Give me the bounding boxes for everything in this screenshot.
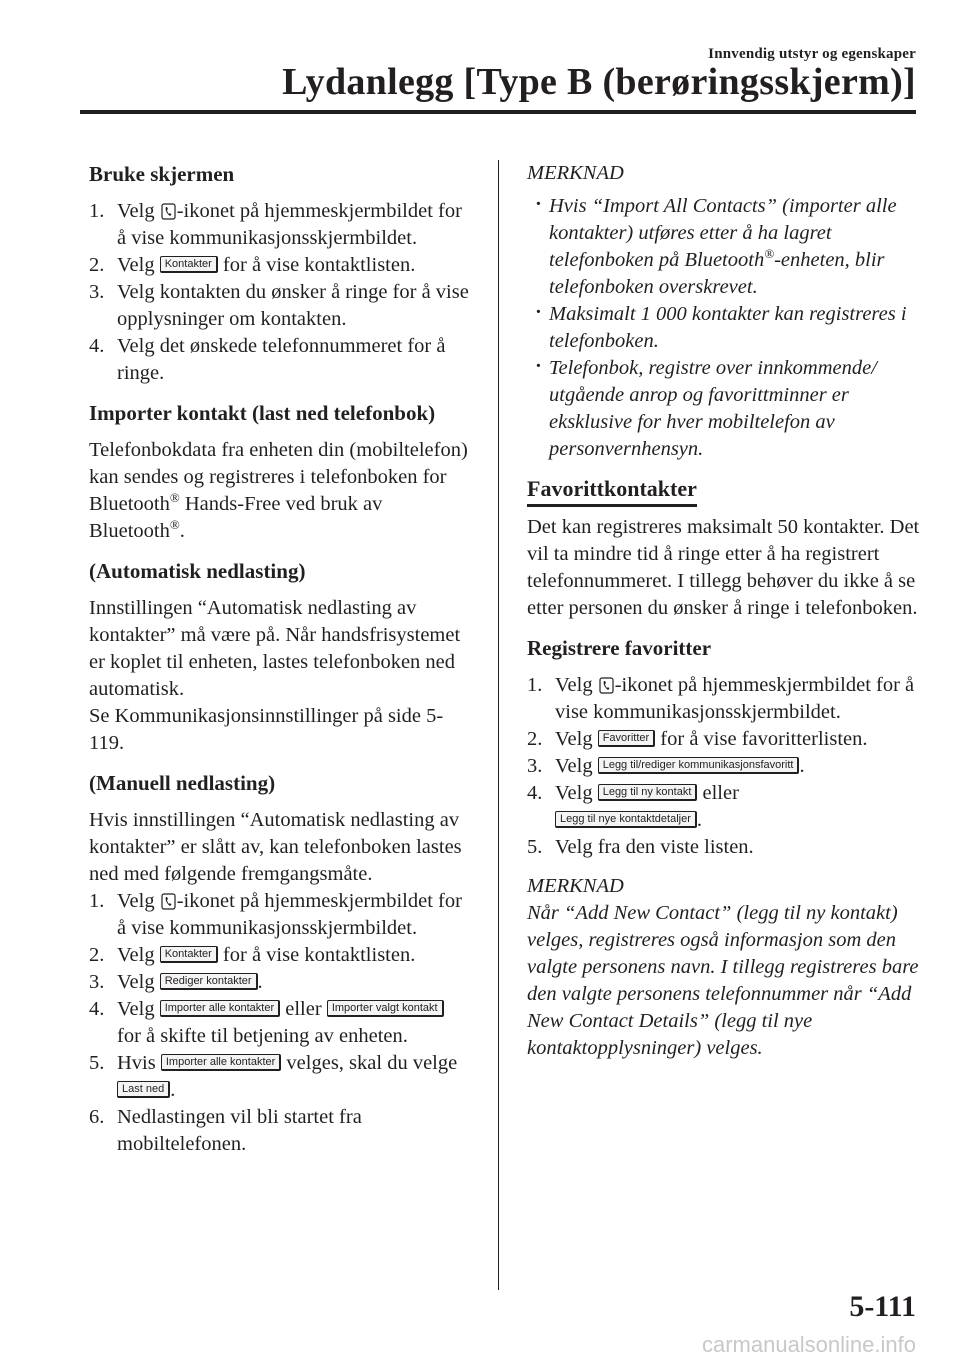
legg-til-rediger-favoritt-button[interactable]: Legg til/rediger kommunikasjonsfavoritt [598,757,800,774]
step-list-manuell [89,888,469,1158]
paragraph-manuell: Hvis innstillingen “Automatisk nedlasting av kontakter” er slått av, kan telefonboken lastes ned med følgende fremgangsmåte. [89,809,462,885]
step-number: 5. [89,1052,105,1074]
step-text: Velg [117,944,160,966]
step-number: 2. [89,944,105,966]
list-item [527,834,922,861]
section-title-automatisk: (Automatisk nedlasting) [89,559,306,583]
phone-icon [599,677,614,694]
step-number: 2. [527,728,543,750]
list-item [89,996,469,1050]
note-text: Maksimalt 1 000 kontakter kan registreres i telefonboken. [549,303,907,352]
step-text: . [170,1079,176,1101]
list-item [89,969,469,996]
favoritter-button[interactable]: Favoritter [598,730,655,747]
list-item [89,252,469,279]
step-number: 4. [89,335,105,357]
column-divider [498,160,499,1290]
note-item [527,355,922,463]
step-text: . [257,971,263,993]
step-text: . [696,809,702,831]
registered-mark: ® [169,517,180,533]
note-text: -enheten, blir telefonboken overskrevet. [549,249,885,298]
step-text: Velg [117,200,160,222]
watermark-text: carmanualsonline.info [701,1332,916,1357]
step-text: for å skifte til betjening av enheten. [117,1025,408,1047]
importer-alle-kontakter-button[interactable]: Importer alle kontakter [161,1054,281,1071]
legg-til-nye-kontaktdetaljer-button[interactable]: Legg til nye kontaktdetaljer [555,811,697,828]
list-item [89,279,469,333]
paragraph-importer [89,437,469,545]
step-text: Velg [555,674,598,696]
step-number: 6. [89,1106,105,1128]
step-text: for å vise kontaktlisten. [217,944,416,966]
step-list-bruke-skjermen [89,198,469,387]
section-title-favorittkontakter [527,475,922,502]
note-title: MERKNAD [527,162,624,184]
step-text: eller [280,998,327,1020]
section-title-registrere-favoritter: Registrere favoritter [527,636,712,660]
list-item [89,1050,469,1104]
note-text: Telefonbok, registre over innkommende/ utgående anrop og favorittminner er eksklusive for hver mobiltelefon av personvernhensyn. [549,357,877,460]
phone-icon [161,893,176,910]
list-item [89,942,469,969]
list-item [89,198,469,252]
step-text: Velg [117,254,160,276]
step-number: 4. [89,998,105,1020]
section-title-text: Favorittkontakter [527,476,697,507]
section-title-manuell: (Manuell nedlasting) [89,771,276,795]
step-text: for å vise favoritterlisten. [655,728,868,750]
step-text: Velg [117,998,160,1020]
step-text: Velg det ønskede telefonnummeret for å ringe. [117,335,446,384]
paragraph-favoritt: Det kan registreres maksimalt 50 kontakter. Det vil ta mindre tid å ringe etter å ha registrert telefonnummeret. I tillegg behøver du ikke å se etter personen du ønsker å ringe i telefonboken. [527,516,920,619]
kontakter-button[interactable]: Kontakter [160,256,218,273]
step-text: Velg [555,755,598,777]
header-rule [80,110,916,114]
step-text: Velg [117,971,160,993]
step-number: 3. [89,971,105,993]
step-number: 1. [527,674,543,696]
header-title: Lydanlegg [Type B (berøringsskjerm)] [282,61,916,103]
note-text: Hvis “Import All Contacts” (importer alle kontakter) utføres etter å ha lagret telefonboken på Bluetooth [549,195,897,271]
paragraph-automatisk: Innstillingen “Automatisk nedlasting av kontakter” må være på. Når handsfrisystemet er koplet til enheten, lastes telefonboken ned automatisk. [89,597,461,700]
legg-til-ny-kontakt-button[interactable]: Legg til ny kontakt [598,784,698,801]
text-span: Hands-Free ved bruk av Bluetooth [89,493,383,542]
step-text: Velg [555,728,598,750]
step-text: Velg [555,782,598,804]
list-item [527,780,922,834]
step-number: 1. [89,890,105,912]
list-item [527,726,922,753]
step-number: 3. [527,755,543,777]
left-column [89,160,469,1170]
note-paragraph: Når “Add New Contact” (legg til ny kontakt) velges, registreres også informasjon som den valgte personens navn. I tillegg registreres bare den valgte personens telefonnummer når “Add New Contact Details” (legg til nye kontaktopplysninger) velges. [527,902,919,1059]
right-column [527,160,922,1074]
importer-alle-kontakter-button[interactable]: Importer alle kontakter [160,1000,280,1017]
step-text: for å vise kontaktlisten. [217,254,416,276]
registered-mark: ® [169,490,180,506]
section-title-importer-kontakt: Importer kontakt (last ned telefonbok) [89,401,436,425]
paragraph-se-side: Se Kommunikasjonsinnstillinger på side 5-119. [89,705,444,754]
text-span: . [179,520,185,542]
list-item [89,1104,469,1158]
step-text: velges, skal du velge [281,1052,458,1074]
last-ned-button[interactable]: Last ned [117,1081,170,1098]
header-subtitle: Innvendig utstyr og egenskaper [708,46,916,62]
list-item [89,333,469,387]
step-number: 3. [89,281,105,303]
note-item [527,301,922,355]
section-title-bruke-skjermen: Bruke skjermen [89,162,235,186]
step-number: 1. [89,200,105,222]
list-item [527,753,922,780]
step-text: Velg [117,890,160,912]
text-span: Telefonbokdata fra enheten din (mobiltelefon) kan sendes og registreres i telefonboken for Bluetooth [89,439,468,515]
list-item [527,672,922,726]
step-text: . [799,755,805,777]
step-number: 2. [89,254,105,276]
step-text: eller [697,782,739,804]
note-list [527,193,922,463]
step-text: Velg fra den viste listen. [555,836,754,858]
step-text: -ikonet på hjemmeskjermbildet for å vise kommunikasjonsskjermbildet. [117,890,462,939]
note-title: MERKNAD [527,875,624,897]
step-number: 4. [527,782,543,804]
step-text: -ikonet på hjemmeskjermbildet for å vise kommunikasjonsskjermbildet. [117,200,462,249]
step-list-favoritter [527,672,922,861]
step-text: Velg kontakten du ønsker å ringe for å vise opplysninger om kontakten. [117,281,469,330]
step-text: Nedlastingen vil bli startet fra mobiltelefonen. [117,1106,362,1155]
page-number: 5-111 [849,1290,916,1323]
registered-mark: ® [764,246,775,262]
importer-valgt-kontakt-button[interactable]: Importer valgt kontakt [327,1000,444,1017]
step-text: -ikonet på hjemmeskjermbildet for å vise kommunikasjonsskjermbildet. [555,674,915,723]
list-item [89,888,469,942]
note-item [527,193,922,301]
rediger-kontakter-button[interactable]: Rediger kontakter [160,973,258,990]
step-text: Hvis [117,1052,161,1074]
phone-icon [161,203,176,220]
kontakter-button[interactable]: Kontakter [160,946,218,963]
step-number: 5. [527,836,543,858]
